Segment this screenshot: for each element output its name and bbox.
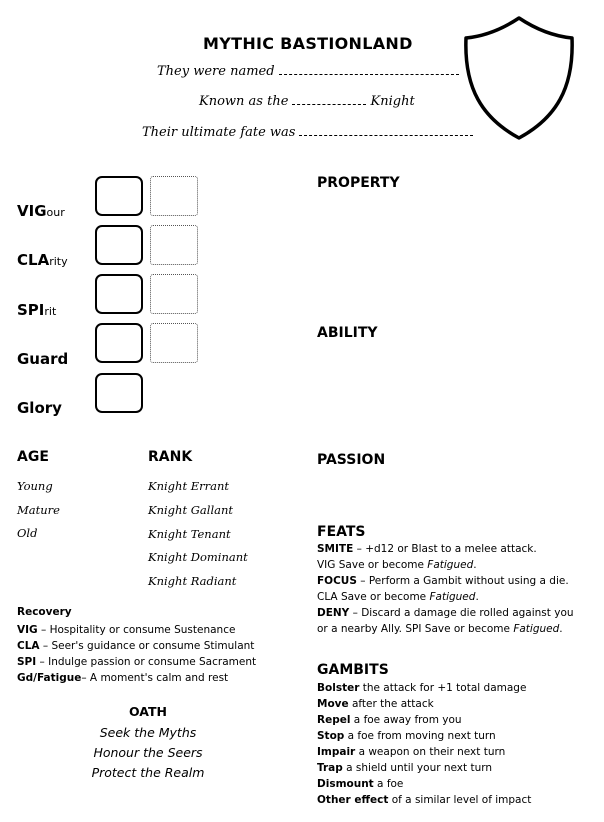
age-option-old[interactable]: Old	[17, 526, 38, 540]
rank-option-radiant[interactable]: Knight Radiant	[148, 574, 237, 589]
feat-line: or a nearby Ally. SPI Save or become Fatigued.	[317, 623, 563, 635]
feat-line: VIG Save or become Fatigued.	[317, 559, 477, 571]
feat-line: CLA Save or become Fatigued.	[317, 591, 479, 603]
oath-lines	[48, 723, 248, 783]
recovery-row: VIG – Hospitality or consume Sustenance	[17, 624, 236, 636]
recovery-list	[17, 622, 256, 686]
shield-outline-icon[interactable]	[462, 14, 576, 142]
recovery-heading: Recovery	[17, 606, 72, 618]
recovery-row: Gd/Fatigue– A moment's calm and rest	[17, 672, 229, 684]
feat-line: SMITE – +d12 or Blast to a melee attack.	[317, 543, 537, 555]
gambit-line: Move after the attack	[317, 698, 434, 710]
gambit-line: Dismount a foe	[317, 778, 404, 790]
vigour-max-box[interactable]	[150, 176, 198, 216]
gambits-list	[317, 680, 531, 808]
property-heading: PROPERTY	[317, 175, 400, 191]
gambit-line: Other effect of a similar level of impact	[317, 794, 532, 806]
age-option-young[interactable]: Young	[17, 479, 53, 493]
age-option-mature[interactable]: Mature	[17, 502, 60, 517]
age-list	[17, 475, 60, 546]
named-blank[interactable]	[279, 64, 459, 75]
passion-heading: PASSION	[317, 452, 386, 468]
fate-line[interactable]	[142, 125, 473, 140]
feat-line: FOCUS – Perform a Gambit without using a die.	[317, 575, 569, 587]
rank-option-tenant[interactable]: Knight Tenant	[148, 526, 231, 541]
spirit-max-box[interactable]	[150, 274, 198, 314]
fate-label: Their ultimate fate was	[142, 125, 296, 140]
oath-line: Honour the Seers	[93, 745, 203, 760]
rank-option-dominant[interactable]: Knight Dominant	[148, 550, 248, 565]
feat-line: DENY – Discard a damage die rolled against you	[317, 607, 574, 619]
known-label: Known as the	[199, 94, 289, 109]
gambit-line: Bolster the attack for +1 total damage	[317, 682, 527, 694]
rank-heading: RANK	[148, 449, 193, 465]
oath-line: Seek the Myths	[99, 725, 197, 740]
named-line[interactable]	[157, 64, 459, 79]
oath-line: Protect the Realm	[91, 765, 205, 780]
gambits-heading: GAMBITS	[317, 662, 389, 678]
known-line[interactable]	[199, 94, 415, 109]
knight-label: Knight	[370, 94, 415, 109]
gambit-line: Repel a foe away from you	[317, 714, 462, 726]
fate-blank[interactable]	[299, 125, 473, 136]
stat-guard: Guard	[17, 350, 69, 368]
feats-list	[317, 541, 574, 637]
guard-box[interactable]	[95, 323, 143, 363]
glory-box[interactable]	[95, 373, 143, 413]
gambit-line: Trap a shield until your next turn	[317, 762, 493, 774]
stat-vigour: VIGour	[17, 202, 65, 220]
spirit-box[interactable]	[95, 274, 143, 314]
feats-heading: FEATS	[317, 524, 366, 540]
stat-glory: Glory	[17, 399, 62, 417]
rank-list	[148, 475, 248, 594]
stat-clarity: CLArity	[17, 251, 68, 269]
ability-heading: ABILITY	[317, 325, 378, 341]
rank-option-errant[interactable]: Knight Errant	[148, 479, 229, 493]
oath-heading: OATH	[129, 704, 167, 719]
clarity-max-box[interactable]	[150, 225, 198, 265]
gambit-line: Stop a foe from moving next turn	[317, 730, 496, 742]
clarity-box[interactable]	[95, 225, 143, 265]
named-label: They were named	[157, 64, 275, 79]
rank-option-gallant[interactable]: Knight Gallant	[148, 502, 234, 517]
recovery-row: CLA – Seer's guidance or consume Stimulant	[17, 640, 255, 652]
recovery-row: SPI – Indulge passion or consume Sacrament	[17, 656, 257, 668]
stat-spirit: SPIrit	[17, 301, 57, 319]
known-blank[interactable]	[292, 94, 366, 105]
title-text: MYTHIC BASTIONLAND	[203, 34, 413, 53]
age-heading: AGE	[17, 449, 49, 465]
gambit-line: Impair a weapon on their next turn	[317, 746, 506, 758]
vigour-box[interactable]	[95, 176, 143, 216]
guard-max-box[interactable]	[150, 323, 198, 363]
